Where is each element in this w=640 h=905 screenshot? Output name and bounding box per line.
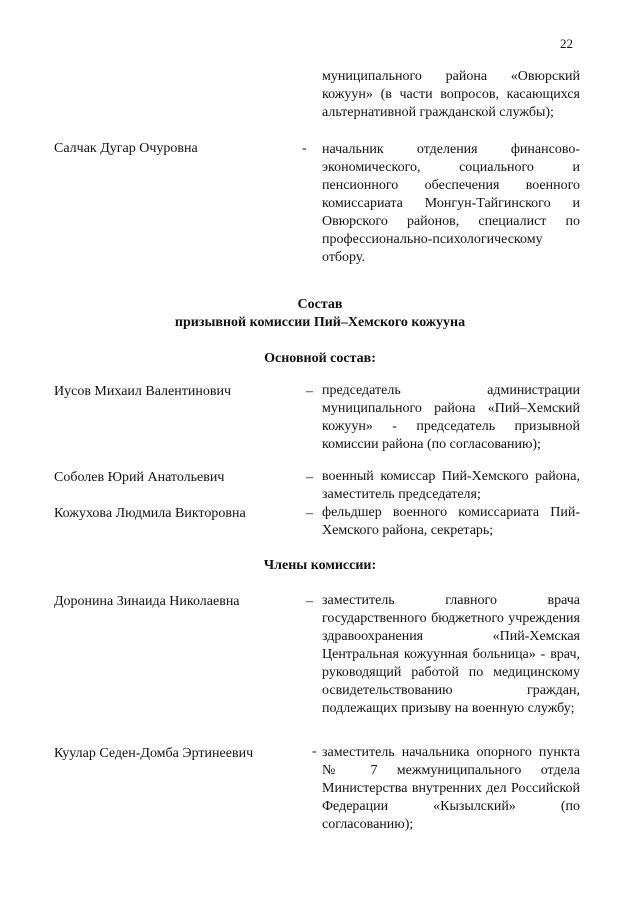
page-number: 22 bbox=[560, 36, 573, 51]
member-name: Иусов Михаил Валентинович bbox=[54, 384, 231, 399]
member-dash: – bbox=[306, 594, 313, 609]
member-dash: – bbox=[306, 470, 313, 485]
section-title: Состав bbox=[297, 297, 343, 312]
member-role: заместитель главного врача государственного бюджетного учреждения здравоохранения «Пий-Хемская Центральная кожуунная больница» - врач, руководящий работой по медицинскому освидетельствованию граждан, подлежащих призыву на военную службу; bbox=[322, 593, 580, 716]
member-role: начальник отделения финансово-экономического, социального и пенсионного обеспечения военного комиссариата Монгун-Тайгинского и Овюрского районов, специалист по профессионально-психологическому отбору. bbox=[322, 142, 580, 265]
member-name: Доронина Зинаида Николаевна bbox=[54, 594, 240, 609]
member-role: фельдшер военного комиссариата Пий-Хемского района, секретарь; bbox=[322, 505, 580, 538]
member-name: Салчак Дугар Очуровна bbox=[54, 141, 198, 156]
commission-members-heading: Члены комиссии: bbox=[263, 558, 377, 573]
member-name: Куулар Седен-Домба Эртинеевич bbox=[54, 746, 254, 761]
member-dash: - bbox=[312, 744, 317, 759]
section-subtitle: призывной комиссии Пий–Хемского кожууна bbox=[174, 315, 466, 330]
member-role: военный комиссар Пий-Хемского района, заместитель председателя; bbox=[322, 469, 580, 502]
member-role: председатель администрации муниципального района «Пий–Хемский кожуун» - председатель призывной комиссии района (по согласованию); bbox=[322, 383, 580, 452]
member-name: Кожухова Людмила Викторовна bbox=[54, 506, 246, 521]
member-dash: – bbox=[306, 384, 313, 399]
member-dash: – bbox=[306, 506, 313, 521]
member-role: заместитель начальника опорного пункта № 7 межмуниципального отдела Министерства внутренних дел Российской Федерации «Кызылский» (по согласованию); bbox=[322, 745, 580, 832]
main-composition-heading: Основной состав: bbox=[264, 351, 376, 366]
continuation-text: муниципального района «Овюрский кожуун» (в части вопросов, касающихся альтернативной гражданской службы); bbox=[322, 69, 580, 120]
member-name: Соболев Юрий Анатольевич bbox=[54, 470, 225, 485]
member-dash: - bbox=[302, 141, 307, 156]
